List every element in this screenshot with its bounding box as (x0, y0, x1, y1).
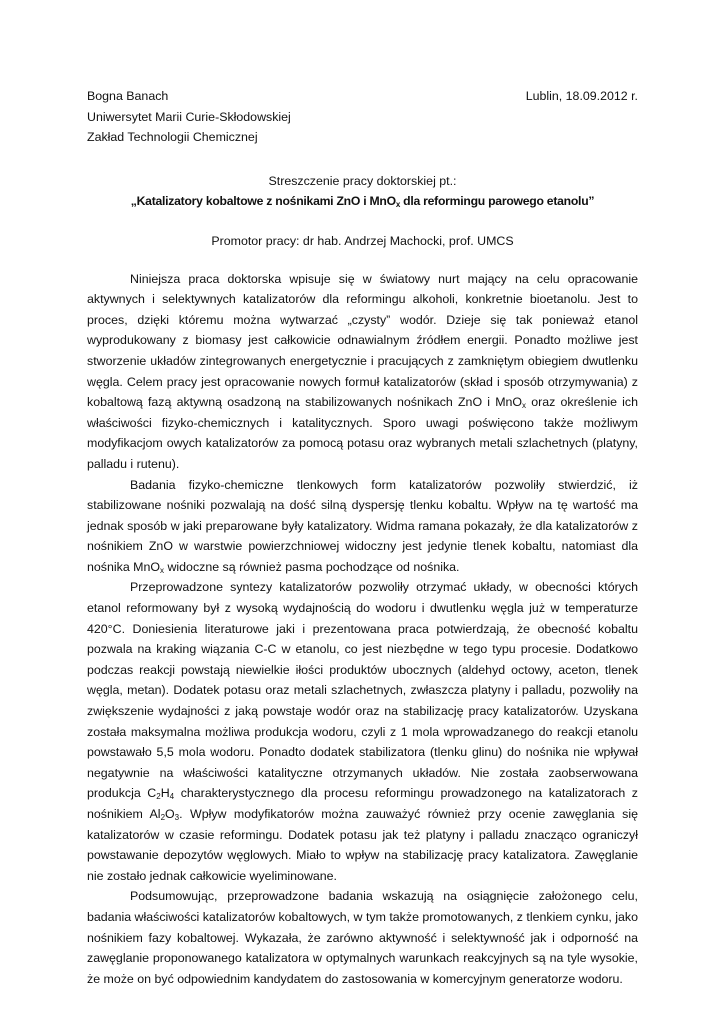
place-date: Lublin, 18.09.2012 r. (525, 89, 638, 103)
paragraph-4: Podsumowując, przeprowadzone badania wskazują na osiągnięcie założonego celu, badania właściwości katalizatorów kobaltowych, w tym także promotowanych, z tlenkiem cynku, jako nośnikiem fazy kobaltowej. Wykazała, że zarówno aktywność i selektywność jak i odporność na zawęglanie proponowanego katalizatora w optymalnych warunkach reakcyjnych są na tyle wysokie, że może on być odpowiednim kandydatem do zastosowania w komercyjnym generatorze wodoru. (87, 889, 638, 986)
paragraph-3-text-c: charakterystycznego dla procesu reformingu prowadzonego na katalizatorach z nośnikiem Al (87, 786, 638, 821)
paragraph-2-text-a: Badania fizyko-chemiczne tlenkowych form katalizatorów pozwoliły stwierdzić, iż stabilizowane nośniki pozwalają na dość silną dyspersję tlenku kobaltu. Wpływ na tę wartość ma jednak sposób w jaki preparowane były katalizatory. Widma ramana pokazały, że dla katalizatorów z nośnikiem ZnO w warstwie powierzchniowej widoczny jest jedynie tlenek kobaltu, natomiast dla nośnika MnO (87, 477, 638, 574)
author-block (87, 86, 291, 148)
subscript-x: x (522, 401, 527, 411)
abstract-subtitle: Streszczenie pracy doktorskiej pt.: (268, 173, 457, 188)
author-department: Zakład Technologii Chemicznej (87, 130, 258, 145)
supervisor-line: Promotor pracy: dr hab. Andrzej Machocki, prof. UMCS (211, 233, 514, 248)
subscript-x: x (160, 565, 165, 575)
paragraph-1-text-b: oraz określenie ich właściwości fizyko-chemicznych i katalitycznych. Sporo uwagi poświęcono także możliwym modyfikacjom owych katalizatorów za pomocą potasu oraz wybranych metali szlachetnych (platyny, palladu i rutenu). (87, 395, 638, 471)
letter-header (87, 86, 638, 148)
paragraph-2 (87, 475, 638, 578)
thesis-title-subscript: x (395, 200, 401, 210)
abstract-body (87, 269, 638, 990)
paragraph-2-text-b: widoczne są również pasma pochodzące od nośnika. (164, 559, 460, 574)
thesis-title-part-1: „Katalizatory kobaltowe z nośnikami ZnO i MnO (130, 194, 396, 209)
document-page (87, 86, 638, 989)
paragraph-3-text-a: Przeprowadzone syntezy katalizatorów pozwoliły otrzymać układy, w obecności których etanol reformowany był z wysoką wydajnością do wodoru i dwutlenku węgla już w temperaturze 420°C. Doniesienia literaturowe jaki i prezentowana praca potwierdzają, że obecność kobaltu pozwala na kraking wiązania C-C w etanolu, co jest niezbędne w tego typu procesie. Dodatkowo podczas reakcji powstają niewielkie iłości produktów ubocznych (aldehyd octowy, aceton, tlenek węgla, metan). Dodatek potasu oraz metali szlachetnych, zwłaszcza platyny i palladu, pozwoliły na zwiększenie wydajności z jaką powstaje wodór oraz na stabilizację pracy katalizatorów. Uzyskana została maksymalna możliwa produkcja wodoru, czyli z 1 mola wprowadzanego do reakcji etanolu powstawało 5,5 mola wodoru. Ponadto dodatek stabilizatora (tlenku glinu) do nośnika nie wpływał negatywnie na właściwości katalityczne otrzymanych układów. Nie została zaobserwowana produkcja C (87, 580, 638, 801)
paragraph-1 (87, 269, 638, 475)
thesis-title (87, 191, 638, 212)
author-university: Uniwersytet Marii Curie-Skłodowskiej (87, 109, 291, 124)
paragraph-3-text-e: . Wpływ modyfikatorów można zauważyć również przy ocenie zawęglania się katalizatorów w czasie reformingu. Dodatek potasu jak też platyny i palladu znacząco ograniczył powstawanie depozytów węglowych. Miało to wpływ na stabilizację pracy katalizatora. Zawęglanie nie zostało jednak całkowicie wyeliminowane. (87, 807, 638, 883)
subscript-c2: 2 (156, 792, 161, 802)
author-name: Bogna Banach (87, 89, 169, 103)
subscript-h4: 4 (169, 792, 175, 802)
subscript-o3: 3 (174, 813, 180, 822)
paragraph-3-text-d: O (165, 807, 175, 821)
subscript-al2: 2 (160, 813, 166, 822)
paragraph-1-text-a: Niniejsza praca doktorska wpisuje się w światowy nurt mający na celu opracowanie aktywnych i selektywnych katalizatorów dla reformingu alkoholi, konkretnie bioetanolu. Jest to proces, dzięki któremu można wytwarzać „czysty” wodór. Dzieje się tak ponieważ etanol wyprodukowany z biomasy jest całkowicie odnawialnym źródłem energii. Ponadto możliwe jest stworzenie układów zintegrowanych energetycznie i pracujących z zamkniętym obiegiem dwutlenku węgla. Celem pracy jest opracowanie nowych formuł katalizatorów (skład i sposób otrzymywania) z kobaltową fazą aktywną osadzoną na stabilizowanych nośnikach ZnO i MnO (87, 271, 638, 410)
paragraph-3 (87, 577, 638, 886)
thesis-title-part-2: dla reformingu parowego etanolu” (400, 194, 595, 209)
paragraph-3-text-b: H (160, 786, 170, 801)
